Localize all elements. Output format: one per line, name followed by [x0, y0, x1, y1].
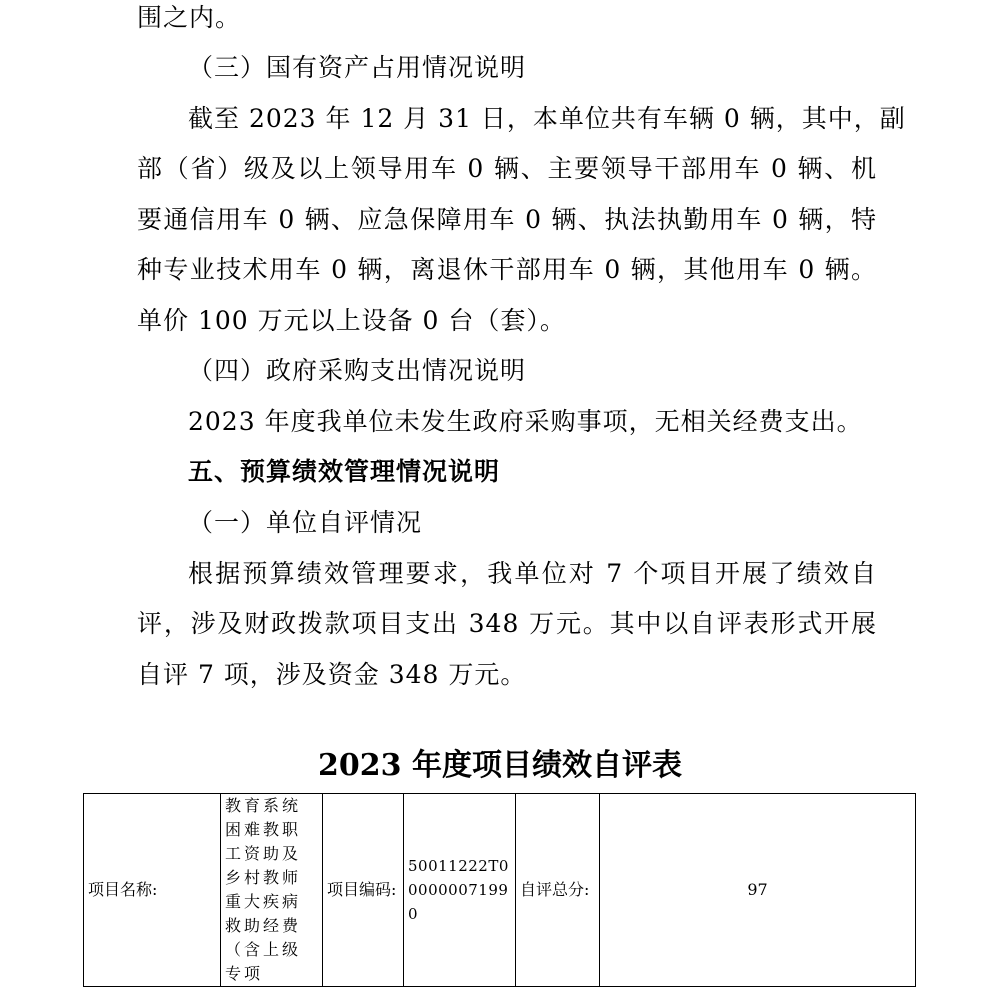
section-heading-procurement: （四）政府采购支出情况说明	[188, 356, 527, 385]
paragraph-line: 单价 100 万元以上设备 0 台（套）。	[137, 306, 566, 335]
paragraph-line: 种专业技术用车 0 辆，离退休干部用车 0 辆，其他用车 0 辆。	[137, 255, 877, 284]
project-code-value-cell	[404, 794, 516, 987]
project-code-label-cell	[323, 794, 404, 987]
paragraph-line: 要通信用车 0 辆、应急保障用车 0 辆、执法执勤用车 0 辆，特	[137, 205, 877, 234]
section-heading-assets: （三）国有资产占用情况说明	[188, 53, 527, 82]
project-code-value: 50011222T000000071990	[408, 857, 509, 923]
project-name-label-cell	[84, 794, 221, 987]
project-name-value: 教育系统困难教职工资助及乡村教师重大疾病救助经费（含上级专项	[225, 796, 302, 983]
project-name-value-cell	[221, 794, 323, 987]
score-label: 自评总分:	[520, 880, 590, 899]
paragraph-line: 自评 7 项，涉及资金 348 万元。	[137, 660, 527, 689]
score-value: 97	[747, 880, 768, 899]
table-row	[84, 794, 916, 987]
score-label-cell	[516, 794, 600, 987]
paragraph-line: 根据预算绩效管理要求，我单位对 7 个项目开展了绩效自	[188, 559, 877, 588]
paragraph-line: 2023 年度我单位未发生政府采购事项，无相关经费支出。	[188, 407, 863, 436]
paragraph-line: 部（省）级及以上领导用车 0 辆、主要领导干部用车 0 辆、机	[137, 154, 877, 183]
project-name-label: 项目名称:	[88, 880, 158, 899]
paragraph-line: 评，涉及财政拨款项目支出 348 万元。其中以自评表形式开展	[137, 609, 877, 638]
project-code-label: 项目编码:	[327, 880, 397, 899]
score-value-cell	[600, 794, 916, 987]
paragraph-line: 截至 2023 年 12 月 31 日，本单位共有车辆 0 辆，其中，副	[188, 104, 906, 133]
section-heading-self-evaluation: （一）单位自评情况	[188, 508, 423, 537]
paragraph-line: 围之内。	[137, 3, 242, 32]
section-heading-performance: 五、预算绩效管理情况说明	[188, 457, 501, 486]
table-title: 2023 年度项目绩效自评表	[318, 748, 682, 783]
performance-table	[83, 793, 916, 987]
